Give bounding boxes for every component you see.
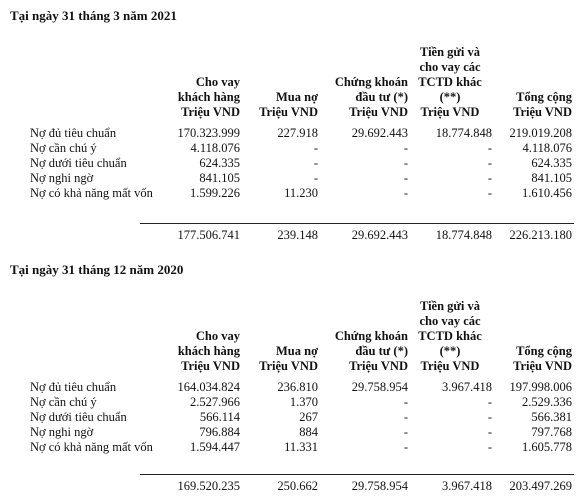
cell-value: 1.605.778	[522, 440, 572, 454]
cell-value: 797.768	[531, 425, 572, 439]
header-investment-securities: Chứng khoán đầu tư (*) Triệu VND	[334, 329, 408, 373]
cell-value: 227.918	[277, 126, 318, 140]
section-title: Tại ngày 31 tháng 3 năm 2021	[10, 8, 177, 23]
row-label: Nợ có khả năng mất vốn	[30, 186, 153, 200]
total-divider	[140, 474, 574, 475]
row-label: Nợ dưới tiêu chuẩn	[30, 156, 127, 170]
table-row	[0, 380, 584, 395]
total-value: 250.662	[277, 479, 318, 493]
total-value: 29.692.443	[351, 228, 408, 242]
row-label: Nợ đủ tiêu chuẩn	[30, 380, 117, 394]
table-row	[0, 126, 584, 141]
header-total: Tổng cộng Triệu VND	[513, 344, 572, 373]
total-value: 203.497.269	[509, 479, 572, 493]
cell-value: -	[403, 156, 408, 170]
table-body	[0, 380, 584, 455]
cell-value: -	[487, 171, 492, 185]
header-purchased-debt: Mua nợ Triệu VND	[259, 344, 318, 373]
table-row	[0, 410, 584, 425]
header-loans-to-customers: Cho vay khách hàng Triệu VND	[177, 329, 240, 373]
table-row	[0, 440, 584, 455]
total-value: 18.774.848	[435, 228, 492, 242]
cell-value: 267	[299, 410, 318, 424]
total-row	[0, 479, 584, 494]
cell-value: 566.114	[199, 410, 240, 424]
row-label: Nợ nghi ngờ	[30, 425, 94, 439]
header-purchased-debt: Mua nợ Triệu VND	[259, 90, 318, 119]
cell-value: 29.758.954	[351, 380, 408, 394]
cell-value: 11.230	[284, 186, 318, 200]
total-value: 29.758.954	[351, 479, 408, 493]
row-label: Nợ nghi ngờ	[30, 171, 94, 185]
cell-value: -	[403, 425, 408, 439]
total-divider	[140, 223, 574, 224]
row-label: Nợ cần chú ý	[30, 141, 97, 155]
cell-value: -	[403, 171, 408, 185]
table-row	[0, 186, 584, 201]
cell-value: -	[313, 171, 318, 185]
row-label: Nợ đủ tiêu chuẩn	[30, 126, 117, 140]
cell-value: 1.599.226	[190, 186, 240, 200]
header-loans-to-customers: Cho vay khách hàng Triệu VND	[177, 75, 240, 119]
cell-value: 796.884	[199, 425, 240, 439]
cell-value: -	[487, 141, 492, 155]
cell-value: 2.529.336	[522, 395, 572, 409]
cell-value: 4.118.076	[522, 141, 572, 155]
cell-value: 841.105	[531, 171, 572, 185]
cell-value: -	[403, 395, 408, 409]
cell-value: -	[403, 410, 408, 424]
table-row	[0, 425, 584, 440]
total-value: 226.213.180	[509, 228, 572, 242]
row-label: Nợ dưới tiêu chuẩn	[30, 410, 127, 424]
cell-value: -	[487, 156, 492, 170]
cell-value: -	[403, 141, 408, 155]
row-label: Nợ có khả năng mất vốn	[30, 440, 153, 454]
cell-value: 4.118.076	[190, 141, 240, 155]
table-row	[0, 141, 584, 156]
cell-value: -	[487, 425, 492, 439]
cell-value: 170.323.999	[177, 126, 240, 140]
cell-value: -	[487, 395, 492, 409]
total-row	[0, 228, 584, 243]
cell-value: -	[313, 141, 318, 155]
cell-value: -	[403, 440, 408, 454]
table-row	[0, 395, 584, 410]
header-deposits-other-credit-institutions: Tiền gửi và cho vay các TCTD khác (**) Triệu VND	[418, 45, 482, 119]
cell-value: -	[487, 410, 492, 424]
header-total: Tổng cộng Triệu VND	[513, 90, 572, 119]
cell-value: 219.019.208	[509, 126, 572, 140]
cell-value: -	[487, 186, 492, 200]
cell-value: 2.527.966	[190, 395, 240, 409]
cell-value: 841.105	[199, 171, 240, 185]
total-value: 3.967.418	[442, 479, 492, 493]
section-title: Tại ngày 31 tháng 12 năm 2020	[10, 262, 184, 277]
table-row	[0, 171, 584, 186]
table-body	[0, 126, 584, 201]
cell-value: 197.998.006	[509, 380, 572, 394]
header-investment-securities: Chứng khoán đầu tư (*) Triệu VND	[334, 75, 408, 119]
total-value: 169.520.235	[177, 479, 240, 493]
total-value: 239.148	[277, 228, 318, 242]
table-row	[0, 156, 584, 171]
cell-value: -	[487, 440, 492, 454]
cell-value: 164.034.824	[177, 380, 240, 394]
cell-value: 11.331	[284, 440, 318, 454]
cell-value: 29.692.443	[351, 126, 408, 140]
cell-value: 884	[299, 425, 318, 439]
header-deposits-other-credit-institutions: Tiền gửi và cho vay các TCTD khác (**) Triệu VND	[418, 299, 482, 373]
row-label: Nợ cần chú ý	[30, 395, 97, 409]
cell-value: -	[313, 156, 318, 170]
cell-value: 3.967.418	[442, 380, 492, 394]
cell-value: 624.335	[531, 156, 572, 170]
cell-value: 1.370	[289, 395, 318, 409]
cell-value: -	[403, 186, 408, 200]
cell-value: 18.774.848	[435, 126, 492, 140]
total-value: 177.506.741	[177, 228, 240, 242]
cell-value: 624.335	[199, 156, 240, 170]
cell-value: 1.610.456	[522, 186, 572, 200]
cell-value: 1.594.447	[190, 440, 240, 454]
cell-value: 236.810	[277, 380, 318, 394]
cell-value: 566.381	[531, 410, 572, 424]
